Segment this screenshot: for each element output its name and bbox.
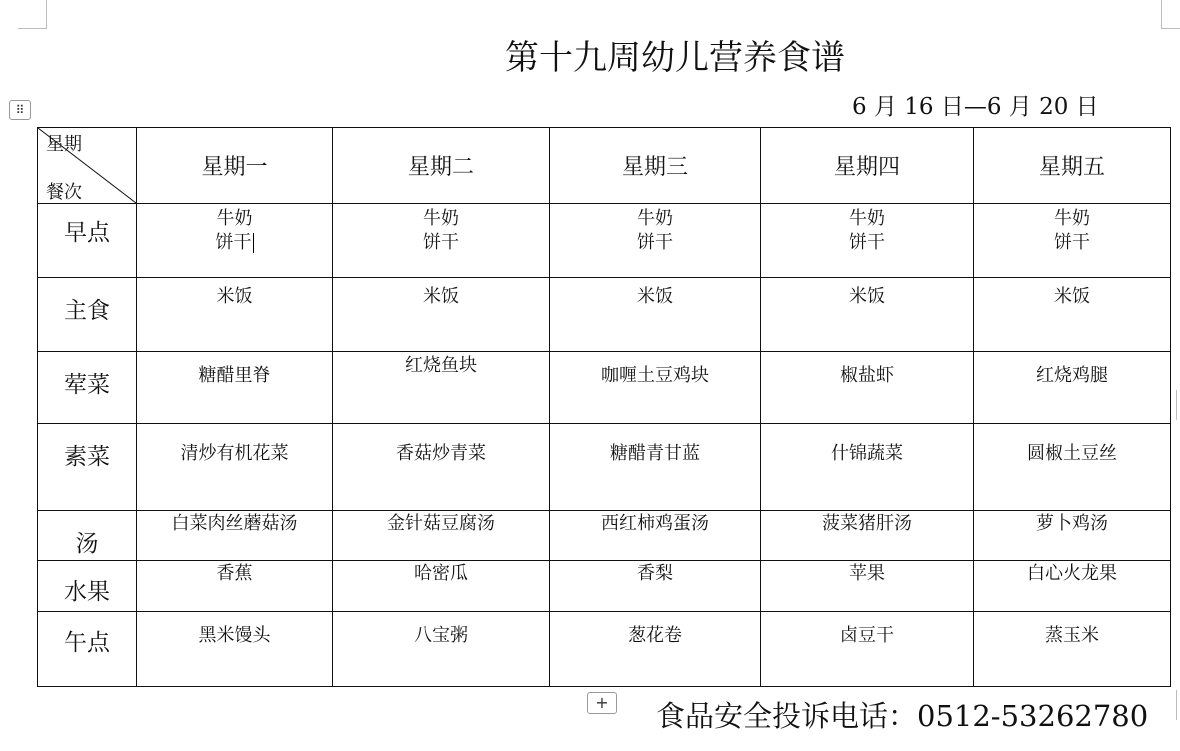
menu-cell[interactable] xyxy=(761,424,974,511)
corner-label-weekday: 星期 xyxy=(46,134,82,155)
dish-item: 白菜肉丝蘑菇汤 xyxy=(171,513,298,534)
dish-item: 黑米馒头 xyxy=(198,625,271,646)
menu-cell[interactable] xyxy=(550,204,761,278)
menu-cell[interactable] xyxy=(974,511,1171,561)
menu-cell[interactable] xyxy=(974,352,1171,424)
dish-item: 什锦蔬菜 xyxy=(831,443,903,464)
menu-cell[interactable] xyxy=(137,424,333,511)
dish-item: 饼干 xyxy=(1054,232,1090,253)
menu-cell[interactable] xyxy=(761,352,974,424)
menu-cell[interactable] xyxy=(333,561,550,612)
meal-label-cell[interactable] xyxy=(38,561,137,612)
meal-label-cell[interactable] xyxy=(38,204,137,278)
dish-item: 咖喱土豆鸡块 xyxy=(601,365,709,386)
day-header-2[interactable] xyxy=(333,128,550,204)
dish-item: 香梨 xyxy=(637,563,673,584)
menu-cell[interactable] xyxy=(333,424,550,511)
dish-item: 葱花卷 xyxy=(628,625,682,646)
page-corner-mark-left xyxy=(18,0,47,29)
corner-label-meal: 餐次 xyxy=(46,182,82,203)
menu-cell[interactable] xyxy=(550,511,761,561)
dish-item: 圆椒土豆丝 xyxy=(1027,443,1117,464)
date-range: 6 月 16 日—6 月 20 日 xyxy=(852,94,1099,120)
dish-item: 饼干 xyxy=(423,232,459,253)
day-label: 星期五 xyxy=(1038,155,1105,180)
dish-item: 米饭 xyxy=(637,286,673,307)
plus-icon[interactable]: + xyxy=(587,692,617,714)
dish-item: 金针菇豆腐汤 xyxy=(387,513,495,534)
page-edge-mark xyxy=(1176,390,1180,420)
day-header-1[interactable] xyxy=(137,128,333,204)
dish-item: 哈密瓜 xyxy=(414,563,468,584)
dish-item: 苹果 xyxy=(849,563,885,584)
dish-item: 香蕉 xyxy=(216,563,253,584)
menu-cell[interactable] xyxy=(550,352,761,424)
dish-item: 卤豆干 xyxy=(840,625,894,646)
day-header-3[interactable] xyxy=(550,128,761,204)
menu-cell[interactable] xyxy=(333,612,550,687)
day-label: 星期三 xyxy=(621,155,688,180)
meal-label: 汤 xyxy=(75,531,99,557)
meal-label: 水果 xyxy=(64,579,110,605)
menu-cell[interactable] xyxy=(761,561,974,612)
menu-cell[interactable] xyxy=(550,561,761,612)
meal-label-cell[interactable] xyxy=(38,352,137,424)
text-cursor xyxy=(253,233,254,253)
meal-row xyxy=(38,612,1171,687)
meal-label: 午点 xyxy=(64,630,110,656)
dish-item: 菠菜猪肝汤 xyxy=(822,513,912,534)
page-edge-mark xyxy=(1176,690,1180,720)
menu-cell[interactable] xyxy=(550,278,761,352)
dish-item: 红烧鱼块 xyxy=(405,355,477,376)
dish-item: 饼干 xyxy=(215,232,252,253)
meal-row xyxy=(38,352,1171,424)
menu-cell[interactable] xyxy=(333,511,550,561)
dish-item: 牛奶 xyxy=(423,208,459,229)
meal-row xyxy=(38,511,1171,561)
menu-cell[interactable] xyxy=(974,278,1171,352)
dish-item: 香菇炒青菜 xyxy=(396,443,486,464)
menu-cell[interactable] xyxy=(333,204,550,278)
menu-cell[interactable] xyxy=(761,204,974,278)
day-label: 星期二 xyxy=(407,155,474,180)
menu-cell[interactable] xyxy=(137,561,333,612)
menu-cell[interactable] xyxy=(550,612,761,687)
dish-item: 米饭 xyxy=(216,286,253,307)
menu-cell[interactable] xyxy=(761,511,974,561)
dish-item: 饼干 xyxy=(849,232,885,253)
meal-label: 素菜 xyxy=(64,444,110,470)
dish-item: 白心火龙果 xyxy=(1027,563,1117,584)
menu-cell[interactable] xyxy=(974,424,1171,511)
meal-label-cell[interactable] xyxy=(38,612,137,687)
dish-item: 萝卜鸡汤 xyxy=(1036,513,1108,534)
dish-item: 西红柿鸡蛋汤 xyxy=(601,513,709,534)
menu-cell[interactable] xyxy=(333,278,550,352)
page-title: 第十九周幼儿营养食谱 xyxy=(505,38,845,78)
meal-label: 早点 xyxy=(64,220,110,246)
meal-row xyxy=(38,278,1171,352)
meal-label-cell[interactable] xyxy=(38,511,137,561)
meal-row xyxy=(38,204,1171,278)
day-label: 星期一 xyxy=(201,155,268,180)
dish-item: 牛奶 xyxy=(849,208,885,229)
menu-cell[interactable] xyxy=(761,278,974,352)
menu-cell[interactable] xyxy=(974,204,1171,278)
meal-label: 主食 xyxy=(64,298,110,324)
day-label: 星期四 xyxy=(833,155,900,180)
dish-item: 饼干 xyxy=(637,232,673,253)
dish-item: 牛奶 xyxy=(1054,208,1090,229)
header-corner-cell[interactable] xyxy=(38,128,137,204)
meal-label-cell[interactable] xyxy=(38,278,137,352)
menu-cell[interactable] xyxy=(137,511,333,561)
dish-item: 米饭 xyxy=(423,286,459,307)
dish-item: 糖醋里脊 xyxy=(198,365,271,386)
dish-item: 红烧鸡腿 xyxy=(1036,365,1108,386)
menu-cell[interactable] xyxy=(333,352,550,424)
dish-item: 清炒有机花菜 xyxy=(180,443,289,464)
complaint-hotline: 食品安全投诉电话：0512-53262780 xyxy=(656,699,1149,733)
dish-item: 牛奶 xyxy=(637,208,673,229)
dish-item: 米饭 xyxy=(1054,286,1090,307)
menu-table xyxy=(37,127,1171,687)
dish-item: 米饭 xyxy=(849,286,885,307)
menu-cell[interactable] xyxy=(974,561,1171,612)
menu-cell[interactable] xyxy=(974,612,1171,687)
menu-cell[interactable] xyxy=(550,424,761,511)
dish-item: 八宝粥 xyxy=(414,625,468,646)
menu-cell[interactable] xyxy=(137,278,333,352)
menu-cell[interactable] xyxy=(137,204,333,278)
meal-row xyxy=(38,424,1171,511)
dish-item: 蒸玉米 xyxy=(1045,625,1099,646)
menu-cell[interactable] xyxy=(137,352,333,424)
menu-cell[interactable] xyxy=(137,612,333,687)
meal-label: 荤菜 xyxy=(64,372,110,398)
day-header-4[interactable] xyxy=(761,128,974,204)
dish-item: 糖醋青甘蓝 xyxy=(610,443,700,464)
day-header-5[interactable] xyxy=(974,128,1171,204)
dish-item: 椒盐虾 xyxy=(840,365,894,386)
table-move-icon[interactable]: ⠿ xyxy=(9,100,31,120)
page-corner-mark-right xyxy=(1161,0,1180,29)
meal-row xyxy=(38,561,1171,612)
menu-cell[interactable] xyxy=(761,612,974,687)
dish-item: 牛奶 xyxy=(216,208,253,229)
header-row xyxy=(38,128,1171,204)
meal-label-cell[interactable] xyxy=(38,424,137,511)
